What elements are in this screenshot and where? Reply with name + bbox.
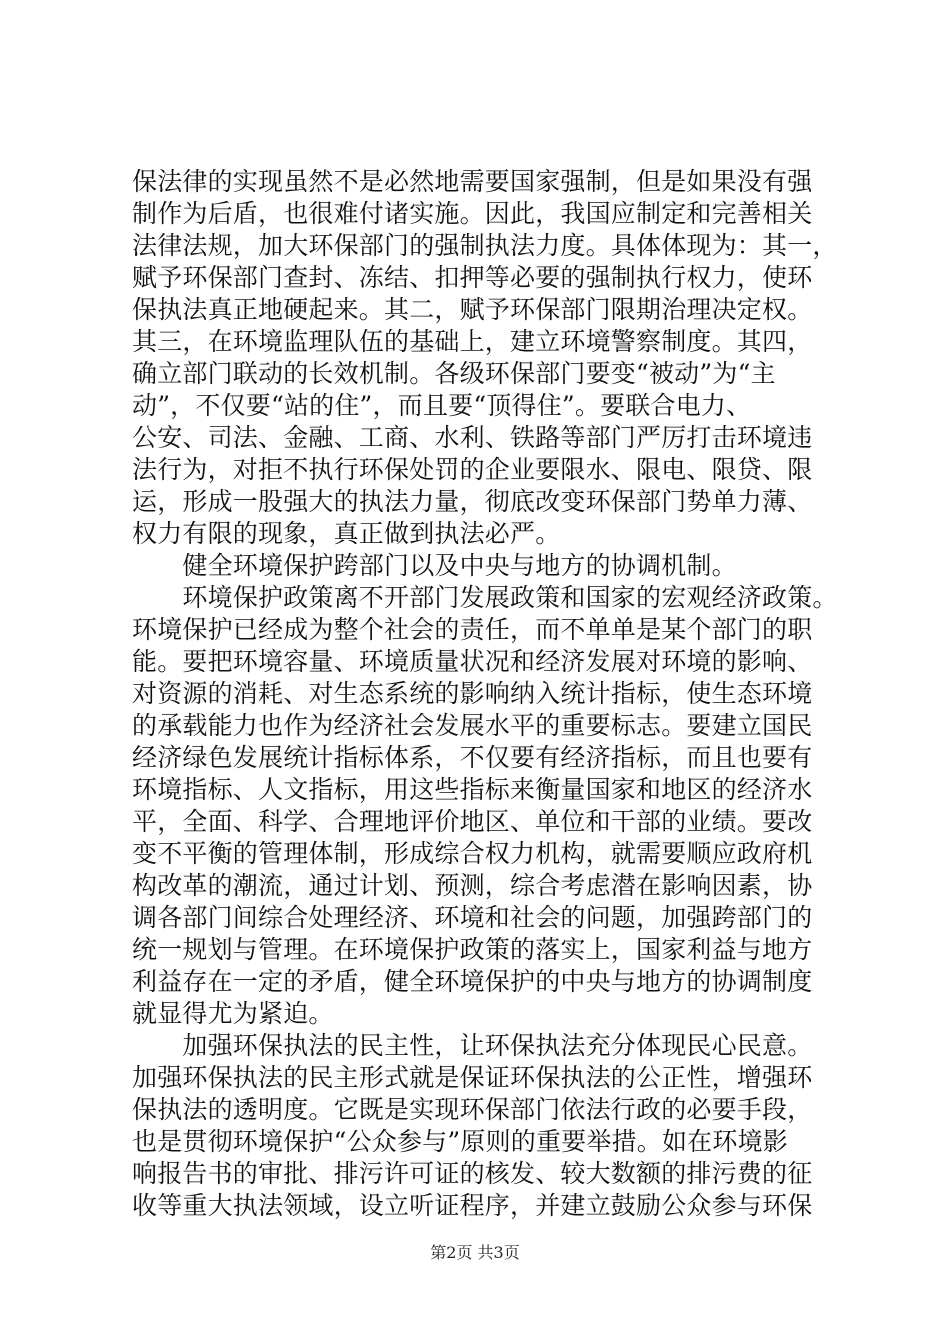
text-line: 保执法真正地硬起来。其二，赋予环保部门限期治理决定权。 bbox=[132, 295, 813, 324]
page-number-footer: 第2页 共3页 bbox=[430, 1243, 520, 1262]
text-line: 动”，不仅要“站的住”，而且要“顶得住”。要联合电力、 bbox=[132, 391, 752, 420]
text-line: 也是贯彻环境保护“公众参与”原则的重要举措。如在环境影 bbox=[132, 1127, 788, 1156]
text-line: 权力有限的现象，真正做到执法必严。 bbox=[132, 519, 561, 548]
text-line: 就显得尤为紧迫。 bbox=[132, 999, 334, 1028]
text-line: 响报告书的审批、排污许可证的核发、较大数额的排污费的征 bbox=[132, 1159, 813, 1188]
text-line: 统一规划与管理。在环境保护政策的落实上，国家利益与地方 bbox=[132, 935, 813, 964]
text-line: 环境保护已经成为整个社会的责任，而不单单是某个部门的职 bbox=[132, 615, 813, 644]
text-line: 法行为，对拒不执行环保处罚的企业要限水、限电、限贷、限 bbox=[132, 455, 813, 484]
text-line: 调各部门间综合处理经济、环境和社会的问题，加强跨部门的 bbox=[132, 903, 813, 932]
text-line: 确立部门联动的长效机制。各级环保部门要变“被动”为“主 bbox=[132, 359, 776, 388]
text-line: 能。要把环境容量、环境质量状况和经济发展对环境的影响、 bbox=[132, 647, 813, 676]
body-text bbox=[132, 166, 838, 1222]
text-line: 的承载能力也作为经济社会发展水平的重要标志。要建立国民 bbox=[132, 711, 813, 740]
text-line: 加强环保执法的民主形式就是保证环保执法的公正性，增强环 bbox=[132, 1063, 813, 1092]
text-line: 制作为后盾，也很难付诸实施。因此，我国应制定和完善相关 bbox=[132, 199, 813, 228]
text-line: 变不平衡的管理体制，形成综合权力机构，就需要顺应政府机 bbox=[132, 839, 813, 868]
text-line: 赋予环保部门查封、冻结、扣押等必要的强制执行权力，使环 bbox=[132, 263, 813, 292]
text-line: 经济绿色发展统计指标体系，不仅要有经济指标，而且也要有 bbox=[132, 743, 813, 772]
text-line: 公安、司法、金融、工商、水利、铁路等部门严厉打击环境违 bbox=[132, 423, 813, 452]
text-line: 法律法规，加大环保部门的强制执法力度。具体体现为：其一， bbox=[132, 231, 838, 260]
section-heading: 加强环保执法的民主性，让环保执法充分体现民心民意。 bbox=[132, 1031, 813, 1060]
text-line: 保法律的实现虽然不是必然地需要国家强制，但是如果没有强 bbox=[132, 167, 813, 196]
text-line: 保执法的透明度。它既是实现环保部门依法行政的必要手段， bbox=[132, 1095, 813, 1124]
section-heading: 健全环境保护跨部门以及中央与地方的协调机制。 bbox=[132, 551, 737, 580]
text-line: 对资源的消耗、对生态系统的影响纳入统计指标，使生态环境 bbox=[132, 679, 813, 708]
text-line: 收等重大执法领域，设立听证程序，并建立鼓励公众参与环保 bbox=[132, 1191, 813, 1220]
text-line: 平，全面、科学、合理地评价地区、单位和干部的业绩。要改 bbox=[132, 807, 813, 836]
text-line: 环境指标、人文指标，用这些指标来衡量国家和地区的经济水 bbox=[132, 775, 813, 804]
text-line: 利益存在一定的矛盾，健全环境保护的中央与地方的协调制度 bbox=[132, 967, 813, 996]
text-line: 运，形成一股强大的执法力量，彻底改变环保部门势单力薄、 bbox=[132, 487, 813, 516]
text-line: 环境保护政策离不开部门发展政策和国家的宏观经济政策。 bbox=[132, 583, 838, 612]
text-line: 构改革的潮流，通过计划、预测，综合考虑潜在影响因素，协 bbox=[132, 871, 813, 900]
text-line: 其三，在环境监理队伍的基础上，建立环境警察制度。其四， bbox=[132, 327, 813, 356]
